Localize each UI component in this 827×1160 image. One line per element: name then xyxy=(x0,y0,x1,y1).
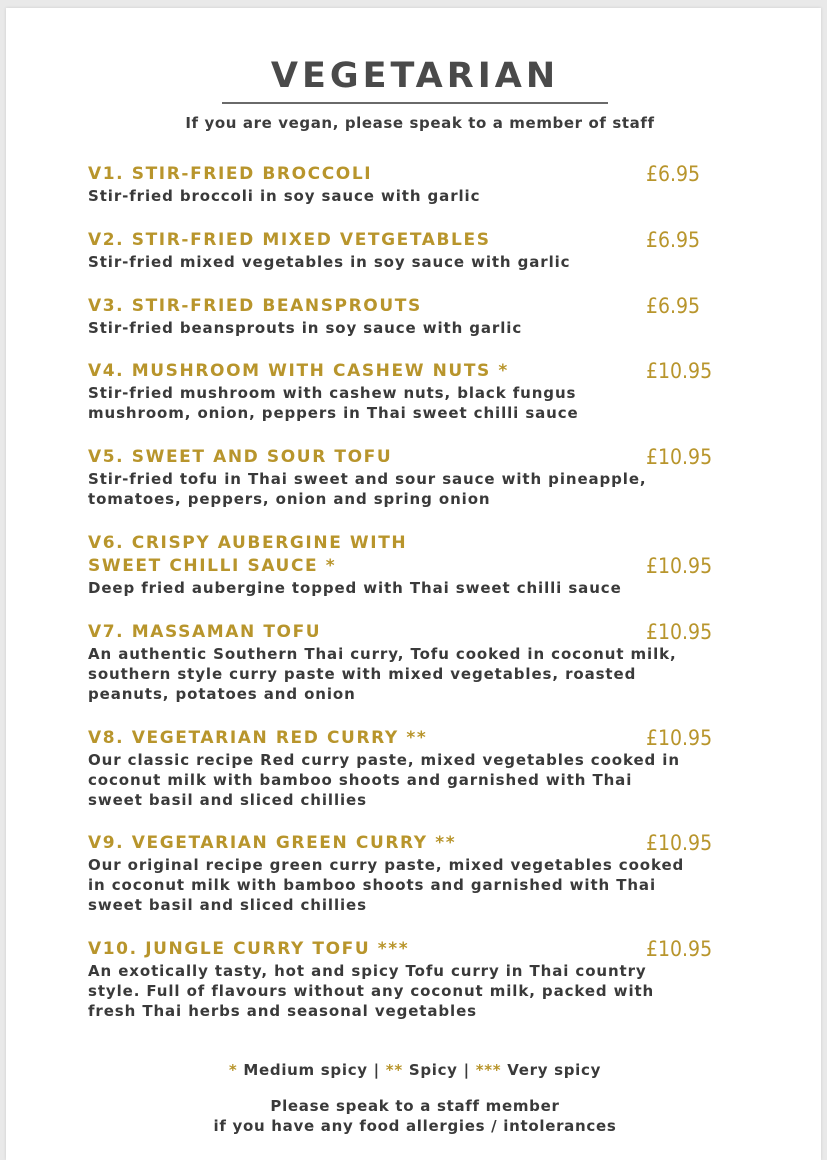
item-description: Stir-fried mushroom with cashew nuts, black fungus mushroom, onion, peppers in Thai sweet chilli sauce xyxy=(88,384,579,422)
item-name: V1. STIR-FRIED BROCCOLI xyxy=(88,164,373,184)
item-description: Stir-fried mixed vegetables in soy sauce with garlic xyxy=(88,253,571,271)
item-name: V4. MUSHROOM WITH CASHEW NUTS * xyxy=(88,361,509,381)
item-description: Our original recipe green curry paste, mixed vegetables cooked in coconut milk with bamboo shoots and garnished with Thai sweet basil and sliced chillies xyxy=(88,856,685,914)
allergy-line-2: if you have any food allergies / intolerances xyxy=(213,1117,617,1135)
item-name: V8. VEGETARIAN RED CURRY ** xyxy=(88,728,428,748)
item-price: £10.95 xyxy=(646,831,713,855)
item-description: An authentic Southern Thai curry, Tofu cooked in coconut milk, southern style curry paste with mixed vegetables, roasted peanuts, potatoes and onion xyxy=(88,645,677,703)
item-name: V2. STIR-FRIED MIXED VETGETABLES xyxy=(88,230,491,250)
menu-item-v1 xyxy=(88,163,748,206)
item-description: Stir-fried tofu in Thai sweet and sour sauce with pineapple, tomatoes, peppers, onion and spring onion xyxy=(88,470,647,508)
item-price: £10.95 xyxy=(646,359,713,383)
vegan-notice: If you are vegan, please speak to a member of staff xyxy=(185,114,655,132)
menu-item-v4 xyxy=(88,360,748,423)
item-description: Deep fried aubergine topped with Thai sweet chilli sauce xyxy=(88,579,622,597)
menu-item-v3 xyxy=(88,295,748,338)
item-price: £10.95 xyxy=(646,554,713,578)
menu-item-v5 xyxy=(88,446,748,509)
item-name: V5. SWEET AND SOUR TOFU xyxy=(88,447,393,467)
page-title: VEGETARIAN xyxy=(270,56,560,96)
item-description: Stir-fried beansprouts in soy sauce with garlic xyxy=(88,319,523,337)
very-spicy-label: Very spicy xyxy=(501,1061,602,1079)
item-price: £10.95 xyxy=(646,445,713,469)
item-name: V3. STIR-FRIED BEANSPROUTS xyxy=(88,296,422,316)
spice-legend xyxy=(100,1061,730,1079)
menu-item-v8 xyxy=(88,727,748,810)
spicy-stars: ** xyxy=(385,1061,403,1079)
title-underline xyxy=(222,102,608,104)
item-description: An exotically tasty, hot and spicy Tofu curry in Thai country style. Full of flavours without any coconut milk, packed with fresh Thai herbs and seasonal vegetables xyxy=(88,962,655,1020)
item-name: V6. CRISPY AUBERGINE WITH SWEET CHILLI SAUCE * xyxy=(88,533,408,576)
item-name: V7. MASSAMAN TOFU xyxy=(88,622,322,642)
item-price: £10.95 xyxy=(646,620,713,644)
medium-spicy-label: Medium spicy | xyxy=(237,1061,386,1079)
item-price: £10.95 xyxy=(646,726,713,750)
menu-item-v10 xyxy=(88,938,748,1021)
menu-item-v7 xyxy=(88,621,748,704)
item-name: V9. VEGETARIAN GREEN CURRY ** xyxy=(88,833,457,853)
menu-item-v9 xyxy=(88,832,748,915)
item-price: £6.95 xyxy=(646,228,701,252)
item-price: £6.95 xyxy=(646,162,701,186)
item-price: £10.95 xyxy=(646,937,713,961)
menu-item-v2 xyxy=(88,229,748,272)
very-spicy-stars: *** xyxy=(475,1061,502,1079)
medium-spicy-stars: * xyxy=(228,1061,238,1079)
item-name: V10. JUNGLE CURRY TOFU *** xyxy=(88,939,410,959)
item-price: £6.95 xyxy=(646,294,701,318)
item-description: Stir-fried broccoli in soy sauce with garlic xyxy=(88,187,481,205)
menu-item-v6 xyxy=(88,532,748,598)
spicy-label: Spicy | xyxy=(402,1061,476,1079)
item-description: Our classic recipe Red curry paste, mixed vegetables cooked in coconut milk with bamboo shoots and garnished with Thai sweet basil and sliced chillies xyxy=(88,751,680,809)
allergy-line-1: Please speak to a staff member xyxy=(270,1097,560,1115)
allergy-notice xyxy=(100,1096,730,1136)
